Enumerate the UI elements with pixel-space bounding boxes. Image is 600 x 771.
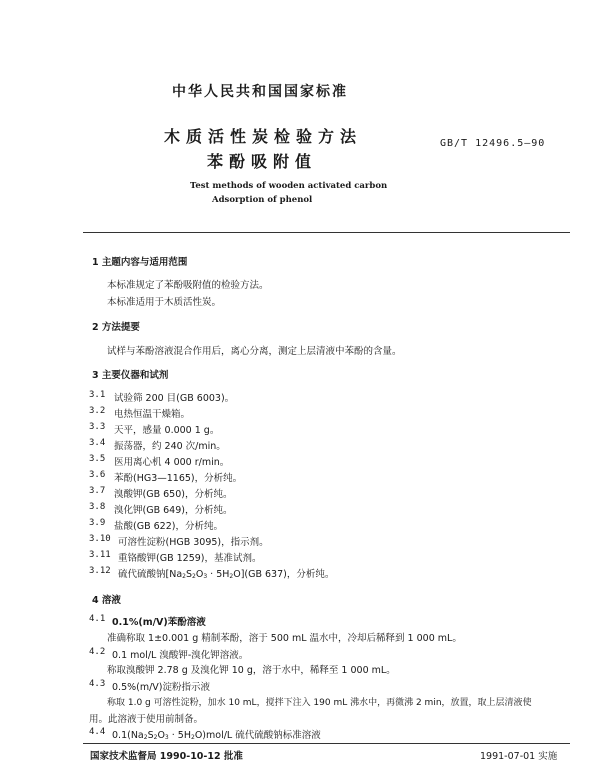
item-text: 称取溴酸钾 2.78 g 及溴化钾 10 g，溶于水中，稀释至 1 000 mL。 [107,665,396,676]
item-title: 0.5%(m/V)淀粉指示液 [112,682,211,693]
approval-date: 国家技术监督局 1990-10-12 批准 [90,751,243,762]
item-text: 称取 1.0 g 可溶性淀粉，加水 10 mL，搅拌下注入 190 mL 沸水中，再微沸 2 min，放置，取上层清液使 [107,698,532,708]
page-title: 木质活性炭检验方法 [164,127,363,146]
footer-divider [83,743,570,744]
english-subtitle: Adsorption of phenol [212,195,313,205]
section-1-paragraph: 本标准规定了苯酚吸附值的检验方法。 [107,280,269,291]
header-divider [83,232,570,233]
item-text: 准确称取 1±0.001 g 精制苯酚，溶于 500 mL 温水中，冷却后稀释到 1 000 mL。 [107,633,462,644]
standard-number: GB/T 12496.5—90 [440,138,546,149]
section-2-paragraph: 试样与苯酚溶液混合作用后，离心分离，测定上层清液中苯酚的含量。 [107,346,402,357]
english-title: Test methods of wooden activated carbon [190,181,388,191]
section-1-paragraph: 本标准适用于木质活性炭。 [107,297,222,308]
implementation-date: 1991-07-01 实施 [480,751,558,762]
item-number: 4.2 [89,647,106,657]
item-number: 4.3 [89,679,106,689]
section-1-heading: 1 主题内容与适用范围 [92,257,188,268]
section-3-heading: 3 主要仪器和试剂 [92,370,169,381]
national-standard-heading: 中华人民共和国国家标准 [172,84,348,100]
item-number: 4.4 [89,727,106,737]
page-subtitle: 苯酚吸附值 [207,152,318,171]
section-4-heading: 4 溶液 [92,595,121,606]
item-title: 0.1%(m/V)苯酚溶液 [112,617,206,628]
section-2-heading: 2 方法提要 [92,322,140,333]
item-title: $0.1(Na_2S_2O_3 \cdot 5H_2O)mol/L$ 硫代硫酸钠标准溶液 [112,730,321,741]
item-number: 4.1 [89,614,106,624]
item-text: 用。此溶液于使用前制备。 [89,714,204,725]
item-title: 0.1 mol/L 溴酸钾-溴化钾溶液。 [112,650,249,661]
